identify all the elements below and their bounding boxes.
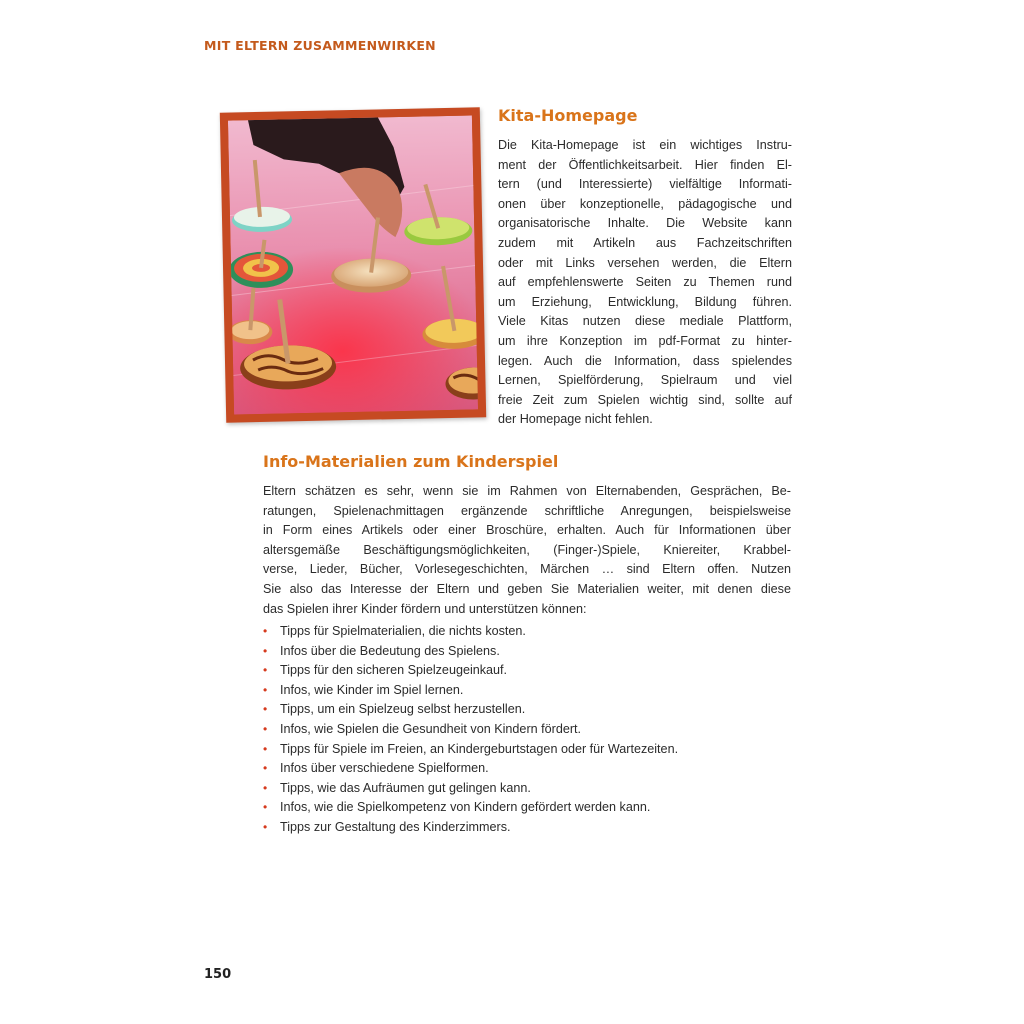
paragraph-line: der Homepage nicht fehlen.: [498, 412, 653, 427]
list-item: [263, 779, 678, 799]
paragraph-line: organisatorische Inhalte. Die Website kann: [498, 216, 792, 231]
list-item-text: Infos, wie Spielen die Gesundheit von Kindern fördert.: [280, 721, 582, 736]
list-item: [263, 642, 678, 662]
paragraph-line: ment der Öffentlichkeitsarbeit. Hier finden El-: [498, 157, 792, 172]
paragraph-line: um ihre Konzeption im pdf-Format zu hinter-: [498, 333, 792, 348]
paragraph-line: Lernen, Spielförderung, Spielraum und viel: [498, 373, 792, 388]
list-item-text: Tipps, wie das Aufräumen gut gelingen kann.: [280, 780, 531, 795]
list-item: [263, 661, 678, 681]
bullet-icon: •: [263, 800, 268, 815]
list-item-text: Tipps für Spiele im Freien, an Kindergeburtstagen oder für Wartezeiten.: [280, 741, 679, 756]
list-item-text: Infos, wie Kinder im Spiel lernen.: [280, 682, 464, 697]
paragraph-line: oder mit Links versehen werden, die Eltern: [498, 255, 792, 270]
list-item: [263, 818, 678, 838]
info-materialien-paragraph: [263, 482, 791, 619]
list-item-text: Tipps, um ein Spielzeug selbst herzustellen.: [280, 702, 526, 717]
bullet-icon: •: [263, 702, 268, 717]
list-item: [263, 681, 678, 701]
paragraph-line: Eltern schätzen es sehr, wenn sie im Rahmen von Elternabenden, Gesprächen, Be-: [263, 484, 791, 498]
list-item: [263, 720, 678, 740]
paragraph-line: auf empfehlenswerte Seiten zu Themen rund: [498, 275, 792, 290]
bullet-icon: •: [263, 624, 268, 638]
paragraph-line: altersgemäße Beschäftigungsmöglichkeiten, (Finger-)Spiele, Kniereiter, Krabbel-: [263, 542, 791, 557]
paragraph-line: verse, Lieder, Bücher, Vorlesegeschichten, Märchen … sind Eltern offen. Nutzen: [263, 562, 791, 577]
page-number: 150: [204, 967, 232, 982]
paragraph-line: in Form eines Artikels oder einer Broschüre, erhalten. Auch für Informationen über: [263, 523, 791, 538]
running-head: MIT ELTERN ZUSAMMENWIRKEN: [204, 38, 436, 53]
paragraph-line: Viele Kitas nutzen diese mediale Plattform,: [498, 314, 792, 329]
list-item-text: Infos über die Bedeutung des Spielens.: [280, 643, 500, 658]
paragraph-line: tern (und Interessierte) vielfältige Informati-: [498, 177, 792, 192]
paragraph-line: Die Kita-Homepage ist ein wichtiges Instru-: [498, 138, 792, 152]
list-item: [263, 759, 678, 779]
bullet-icon: •: [263, 761, 268, 776]
info-materialien-heading: Info-Materialien zum Kinderspiel: [263, 452, 559, 471]
spinning-tops-photo: [220, 107, 486, 422]
list-item: [263, 622, 678, 642]
paragraph-line: onen über konzeptionelle, pädagogische und: [498, 196, 792, 211]
bullet-icon: •: [263, 663, 268, 678]
paragraph-line: um Erziehung, Entwicklung, Bildung führen.: [498, 294, 792, 309]
list-item: [263, 798, 678, 818]
list-item-text: Tipps zur Gestaltung des Kinderzimmers.: [280, 819, 511, 834]
list-item-text: Infos, wie die Spielkompetenz von Kindern gefördert werden kann.: [280, 800, 651, 815]
bullet-icon: •: [263, 643, 268, 658]
bullet-icon: •: [263, 819, 268, 834]
paragraph-line: ratungen, Spielenachmittagen ergänzende schriftliche Anregungen, beispielsweise: [263, 503, 791, 518]
spinning-tops-image: [228, 115, 478, 414]
bullet-icon: •: [263, 741, 268, 756]
bullet-icon: •: [263, 780, 268, 795]
list-item: [263, 740, 678, 760]
info-materialien-list: [263, 622, 678, 838]
paragraph-line: das Spielen ihrer Kinder fördern und unterstützen können:: [263, 601, 587, 616]
kita-homepage-heading: Kita-Homepage: [498, 106, 638, 125]
paragraph-line: freie Zeit zum Spielen wichtig sind, sollte auf: [498, 392, 792, 407]
list-item-text: Tipps für den sicheren Spielzeugeinkauf.: [280, 663, 508, 678]
list-item-text: Infos über verschiedene Spielformen.: [280, 761, 489, 776]
paragraph-line: zudem mit Artikeln aus Fachzeitschriften: [498, 235, 792, 250]
kita-homepage-paragraph: [498, 136, 792, 430]
paragraph-line: legen. Auch die Information, dass spielendes: [498, 353, 792, 368]
bullet-icon: •: [263, 682, 268, 697]
paragraph-line: Sie also das Interesse der Eltern und geben Sie Materialien weiter, mit denen diese: [263, 581, 791, 596]
bullet-icon: •: [263, 721, 268, 736]
list-item-text: Tipps für Spielmaterialien, die nichts kosten.: [280, 624, 526, 638]
list-item: [263, 700, 678, 720]
